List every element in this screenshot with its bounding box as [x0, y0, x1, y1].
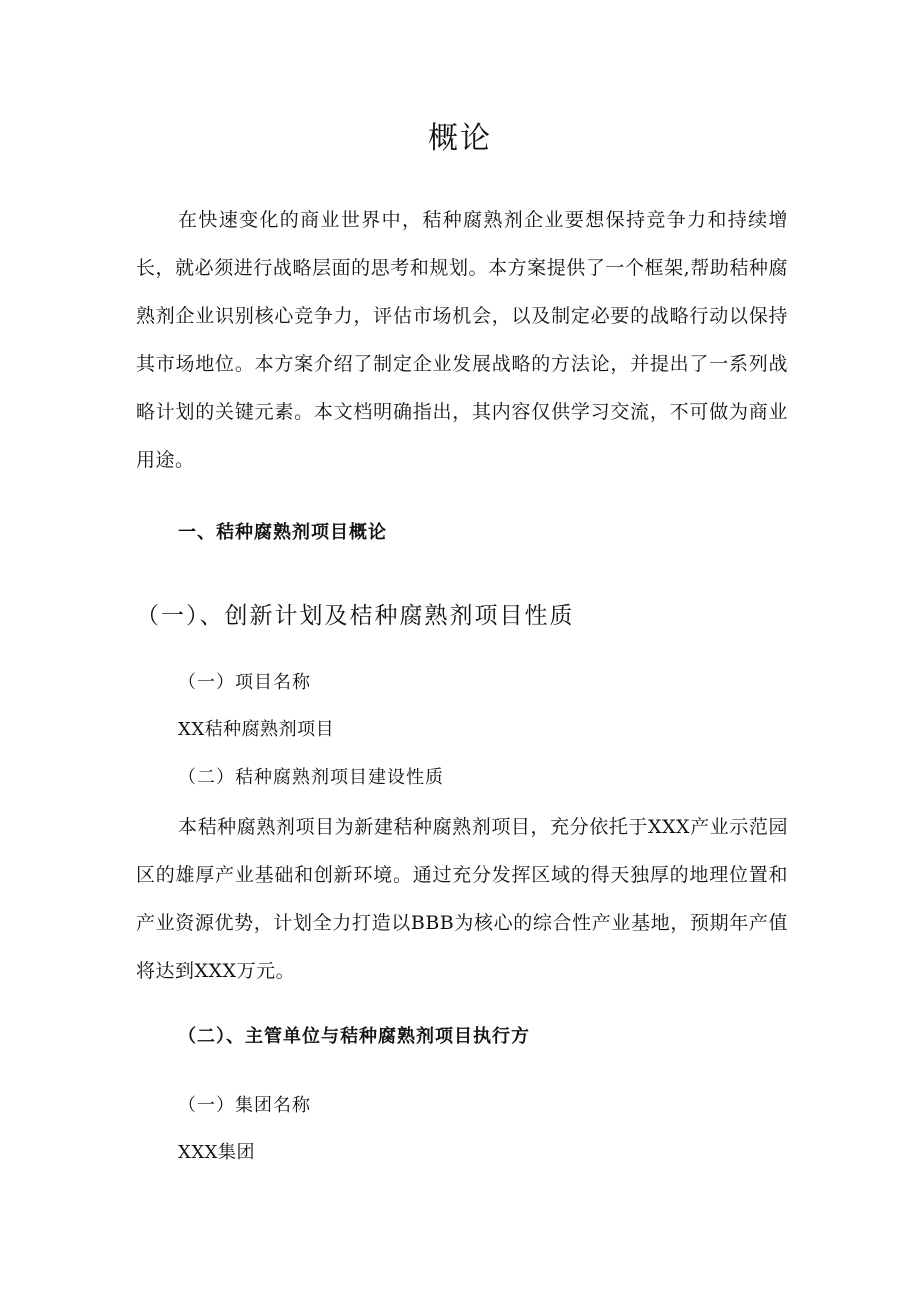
- item-heading-project-nature: （二）秸种腐熟剂项目建设性质: [178, 767, 444, 788]
- subsection-heading-2: （二）、主管单位与秸种腐熟剂项目执行方: [178, 1026, 530, 1047]
- item-heading-project-name: （一）项目名称: [178, 672, 311, 693]
- page-title: 概论: [428, 121, 492, 156]
- intro-paragraph: 在快速变化的商业世界中，秸种腐熟剂企业要想保持竞争力和持续增长，就必须进行战略层面的思考和规划。本方案提供了一个框架,帮助秸种腐熟剂企业识别核心竞争力，评估市场机会，以及制定必要的战略行动以保持其市场地位。本方案介绍了制定企业发展战略的方法论，并提出了一系列战略计划的关键元素。本文档明确指出，其内容仅供学习交流，不可做为商业用途。: [136, 209, 788, 471]
- item-value-project-name: XX秸种腐熟剂项目: [178, 719, 335, 740]
- item-value-group-name: XXX集团: [178, 1142, 255, 1163]
- section-heading-1: 一、秸种腐熟剂项目概论: [178, 522, 387, 543]
- subsection-heading-1: （一）、创新计划及桔种腐熟剂项目性质: [136, 603, 575, 629]
- item-heading-group-name: （一）集团名称: [178, 1095, 311, 1116]
- project-nature-paragraph: 本秸种腐熟剂项目为新建秸种腐熟剂项目，充分依托于XXX产业示范园区的雄厚产业基础和创新环境。通过充分发挥区域的得天独厚的地理位置和产业资源优势，计划全力打造以BBB为核心的综合性产业基地，预期年产值将达到XXX万元。: [136, 816, 788, 982]
